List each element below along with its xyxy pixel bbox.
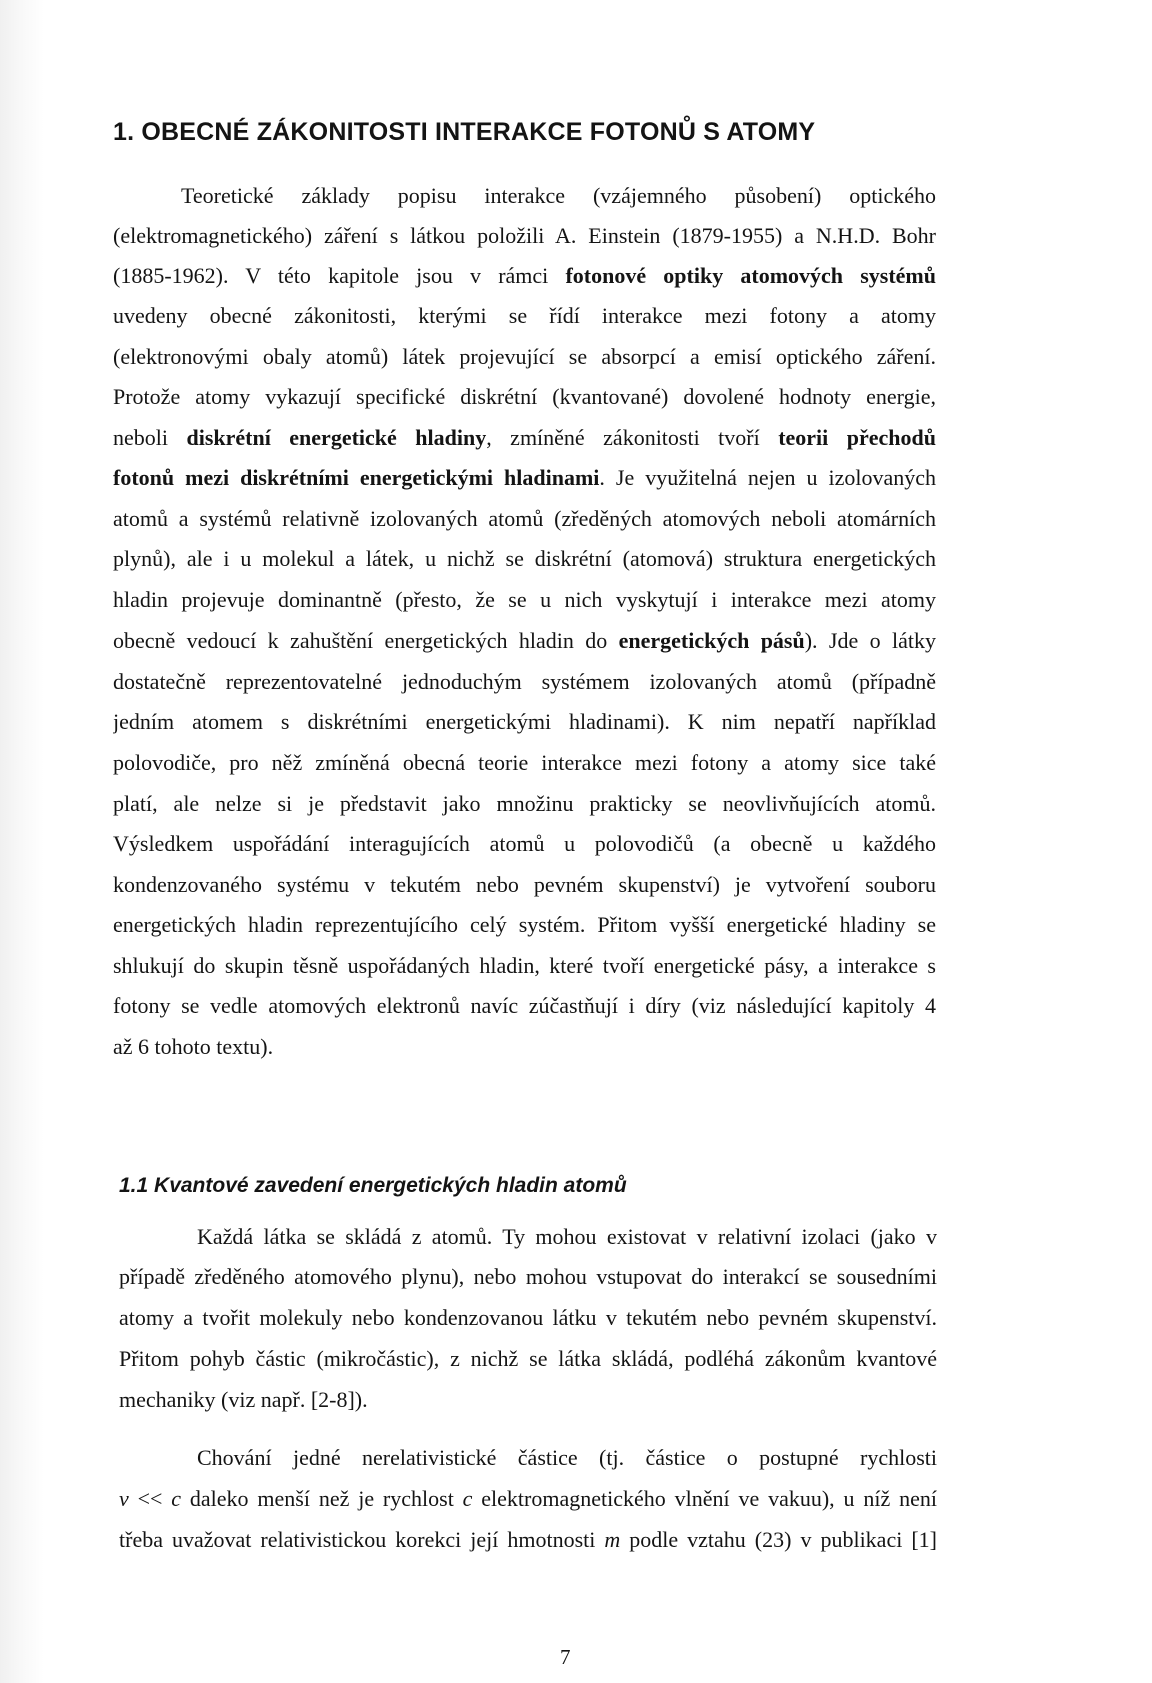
text-line bbox=[197, 1221, 937, 1253]
paragraph-intro bbox=[113, 180, 936, 1070]
text-span: atomů a systémů relativně izolovaných atomů (zředěných atomových neboli atomárních bbox=[113, 506, 936, 531]
math-variable: m bbox=[604, 1527, 621, 1552]
text-span: ). Jde o látky bbox=[804, 628, 936, 653]
text-span: Výsledkem uspořádání interagujících atomů u polovodičů (a obecně u každého bbox=[113, 831, 936, 856]
text-span: (elektronovými obaly atomů) látek projevující se absorpcí a emisí optického záření. bbox=[113, 344, 936, 369]
text-line bbox=[113, 381, 936, 413]
bold-term: energetických pásů bbox=[618, 628, 805, 653]
text-span: . Je využitelná nejen u izolovaných bbox=[599, 465, 936, 490]
text-span: elektromagnetického vlnění ve vakuu), u níž není bbox=[472, 1486, 937, 1511]
text-line bbox=[113, 828, 936, 860]
text-span: Teoretické základy popisu interakce (vzájemného působení) optického bbox=[181, 183, 936, 208]
text-line bbox=[113, 950, 936, 982]
text-span: hladin projevuje dominantně (přesto, že se u nich vyskytují i interakce mezi atomy bbox=[113, 587, 936, 612]
text-span: uvedeny obecné zákonitosti, kterými se řídí interakce mezi fotony a atomy bbox=[113, 303, 936, 328]
text-line bbox=[113, 1031, 273, 1063]
text-span: fotony se vedle atomových elektronů navíc zúčastňují i díry (viz následující kapitoly 4 bbox=[113, 993, 936, 1018]
text-line bbox=[113, 543, 936, 575]
page-number: 7 bbox=[560, 1645, 571, 1669]
text-span: mechaniky (viz např. [2-8]). bbox=[119, 1387, 368, 1412]
text-span: << bbox=[128, 1486, 172, 1511]
text-line bbox=[197, 1442, 937, 1474]
math-variable: c bbox=[171, 1486, 182, 1511]
text-span: daleko menší než je rychlost bbox=[181, 1486, 463, 1511]
text-line bbox=[113, 706, 936, 738]
text-span: kondenzovaného systému v tekutém nebo pevném skupenství) je vytvoření souboru bbox=[113, 872, 936, 897]
bold-term: fotonů mezi diskrétními energetickými hladinami bbox=[113, 465, 600, 490]
text-span: energetických hladin reprezentujícího celý systém. Přitom vyšší energetické hladiny se bbox=[113, 912, 936, 937]
text-line bbox=[113, 462, 936, 494]
math-variable: c bbox=[462, 1486, 473, 1511]
text-span: polovodiče, pro něž zmíněná obecná teorie interakce mezi fotony a atomy sice také bbox=[113, 750, 936, 775]
text-span: třeba uvažovat relativistickou korekci její hmotnosti bbox=[119, 1527, 605, 1552]
paragraph-atoms bbox=[119, 1221, 937, 1421]
text-line bbox=[119, 1524, 937, 1556]
math-variable: v bbox=[119, 1486, 129, 1511]
text-span: (1885-1962). V této kapitole jsou v rámci bbox=[113, 263, 566, 288]
text-span: případě zředěného atomového plynu), nebo mohou vstupovat do interakcí se sousedními bbox=[119, 1264, 937, 1289]
text-line bbox=[113, 220, 936, 252]
text-line bbox=[113, 990, 936, 1022]
text-span: shlukují do skupin těsně uspořádaných hladin, které tvoří energetické pásy, a interakce s bbox=[113, 953, 936, 978]
text-span: plynů), ale i u molekul a látek, u nichž se diskrétní (atomová) struktura energetických bbox=[113, 546, 936, 571]
text-span: Každá látka se skládá z atomů. Ty mohou existovat v relativní izolaci (jako v bbox=[197, 1224, 937, 1249]
text-span: dostatečně reprezentovatelné jednoduchým systémem izolovaných atomů (případně bbox=[113, 669, 936, 694]
bold-term: fotonové optiky atomových systémů bbox=[565, 263, 936, 288]
text-span: jedním atomem s diskrétními energetickými hladinami). K nim nepatří například bbox=[113, 709, 936, 734]
text-span: neboli bbox=[113, 425, 187, 450]
text-line bbox=[113, 625, 936, 657]
bold-term: diskrétní energetické hladiny bbox=[186, 425, 487, 450]
text-line bbox=[119, 1483, 937, 1515]
text-line bbox=[113, 422, 936, 454]
text-line bbox=[113, 747, 936, 779]
text-line bbox=[181, 180, 936, 212]
text-line bbox=[113, 909, 936, 941]
text-line bbox=[119, 1261, 937, 1293]
text-span: (elektromagnetického) záření s látkou položili A. Einstein (1879-1955) a N.H.D. Bohr bbox=[113, 223, 936, 248]
text-line bbox=[113, 260, 936, 292]
text-line bbox=[119, 1384, 368, 1416]
text-span: Protože atomy vykazují specifické diskrétní (kvantované) dovolené hodnoty energie, bbox=[113, 384, 936, 409]
text-line bbox=[119, 1343, 937, 1375]
text-line bbox=[113, 300, 936, 332]
text-line bbox=[113, 503, 936, 535]
text-line bbox=[119, 1302, 937, 1334]
paragraph-particle bbox=[119, 1442, 937, 1562]
text-line bbox=[113, 788, 936, 820]
text-line bbox=[113, 869, 936, 901]
bold-term: teorii přechodů bbox=[778, 425, 936, 450]
text-span: platí, ale nelze si je představit jako množinu prakticky se neovlivňujících atomů. bbox=[113, 791, 936, 816]
text-line bbox=[113, 341, 936, 373]
text-span: atomy a tvořit molekuly nebo kondenzovanou látku v tekutém nebo pevném skupenství. bbox=[119, 1305, 937, 1330]
text-span: , zmíněné zákonitosti tvoří bbox=[486, 425, 779, 450]
text-line bbox=[113, 584, 936, 616]
text-span: obecně vedoucí k zahuštění energetických hladin do bbox=[113, 628, 619, 653]
text-span: až 6 tohoto textu). bbox=[113, 1034, 274, 1059]
text-span: Chování jedné nerelativistické částice (tj. částice o postupné rychlosti bbox=[197, 1445, 937, 1470]
section-title: 1.1 Kvantové zavedení energetických hladin atomů bbox=[119, 1174, 627, 1197]
text-span: podle vztahu (23) v publikaci [1] bbox=[620, 1527, 937, 1552]
text-line bbox=[113, 666, 936, 698]
text-span: Přitom pohyb částic (mikročástic), z nichž se látka skládá, podléhá zákonům kvantové bbox=[119, 1346, 937, 1371]
chapter-title: 1. OBECNÉ ZÁKONITOSTI INTERAKCE FOTONŮ S ATOMY bbox=[113, 118, 816, 146]
